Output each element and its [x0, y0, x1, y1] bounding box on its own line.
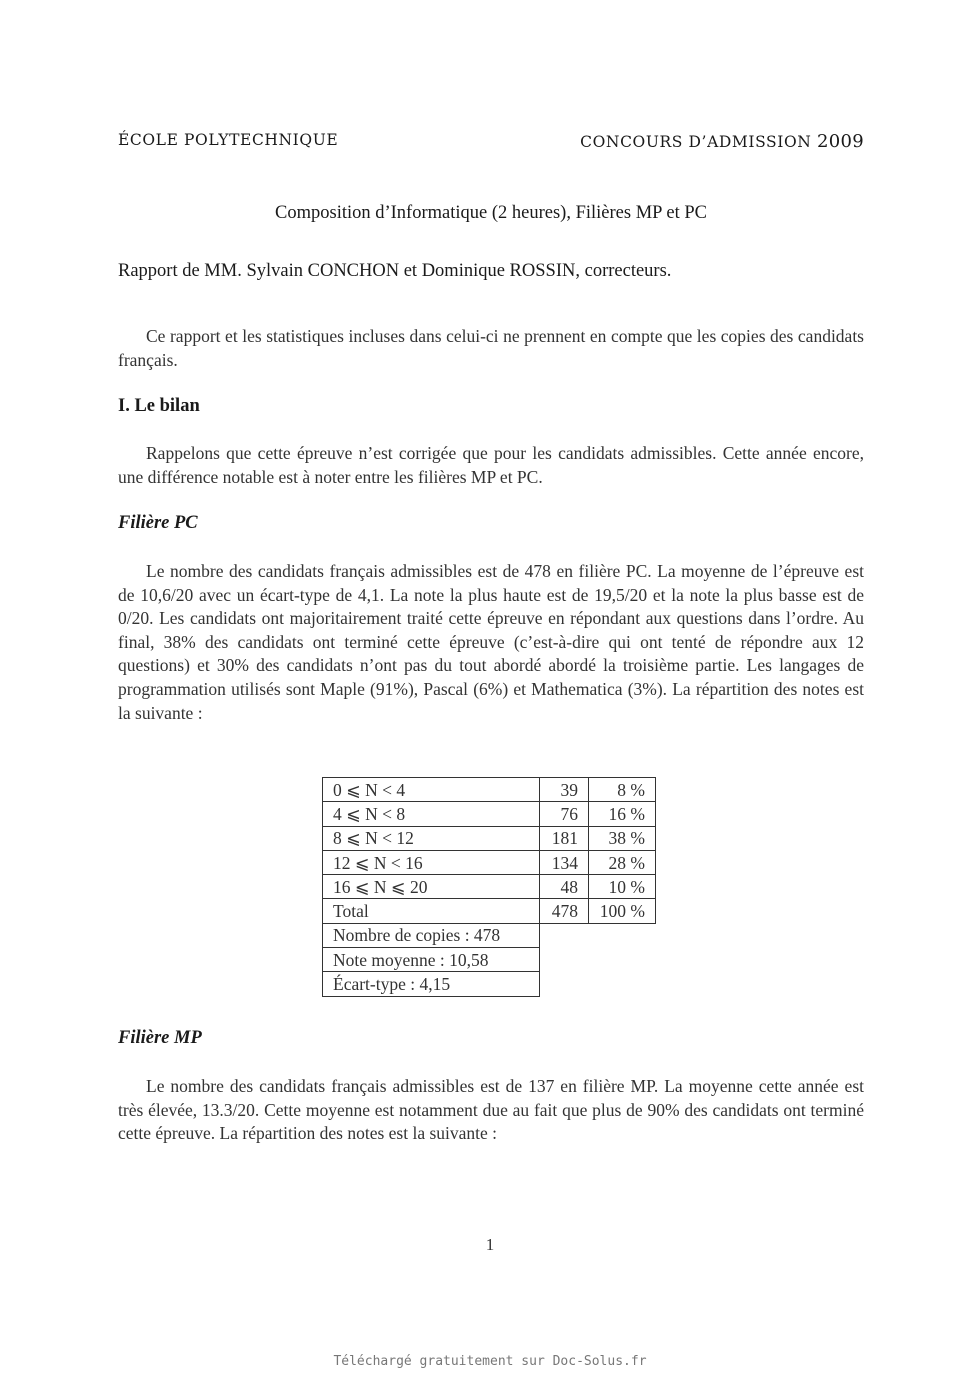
table-row [323, 850, 656, 874]
document-title: Composition d’Informatique (2 heures), Filières MP et PC [275, 203, 707, 223]
mp-paragraph: Le nombre des candidats français admissibles est de 137 en filière MP. La moyenne cette année est très élevée, 13.3/20. Cette moyenne est notamment due au fait que plus de 90% des candidats ont terminé cette épreuve. La répartition des notes est la suivante : [118, 1076, 864, 1144]
table-row [323, 826, 656, 850]
school-name: ÉCOLE POLYTECHNIQUE [118, 131, 339, 149]
std-dev-cell: Écart-type : 4,15 [323, 972, 540, 996]
total-label-cell: Total [323, 899, 540, 923]
table-row-stat [323, 948, 656, 972]
authors-line: Rapport de MM. Sylvain CONCHON et Dominique ROSSIN, correcteurs. [118, 261, 672, 281]
section-title-bilan: I. Le bilan [118, 396, 200, 416]
subsection-title-mp: Filière MP [118, 1028, 202, 1048]
range-cell: 4 ⩽ N < 8 [323, 802, 540, 826]
table-row [323, 802, 656, 826]
percent-cell: 38 % [589, 826, 656, 850]
bilan-paragraph: Rappelons que cette épreuve n’est corrigée que pour les candidats admissibles. Cette année encore, une différence notable est à noter entre les filières MP et PC. [118, 443, 864, 487]
table-row [323, 778, 656, 802]
percent-cell: 28 % [589, 850, 656, 874]
range-cell: 16 ⩽ N ⩽ 20 [323, 875, 540, 899]
table-row-stat [323, 923, 656, 947]
empty-cell [540, 972, 656, 996]
percent-cell: 10 % [589, 875, 656, 899]
page-header [118, 131, 864, 155]
empty-cell [540, 923, 656, 947]
pc-grades-table [322, 777, 656, 997]
count-cell: 48 [540, 875, 589, 899]
pc-paragraph: Le nombre des candidats français admissibles est de 478 en filière PC. La moyenne de l’épreuve est de 10,6/20 avec un écart-type de 4,1. La note la plus haute est de 19,5/20 et la note la plus basse est de 0/20. Les candidats ont majoritairement traité cette épreuve en répondant aux questions dans l’ordre. Au final, 38% des candidats ont terminé cette épreuve (c’est-à-dire qui ont tenté de répondre aux 12 questions) et 30% des candidats n’ont pas du tout abordé abordé la troisième partie. Les langages de programmation utilisés sont Maple (91%), Pascal (6%) et Mathematica (3%). La répartition des notes est la suivante : [118, 561, 864, 723]
count-cell: 134 [540, 850, 589, 874]
contest-name: CONCOURS D’ADMISSION [580, 133, 812, 151]
percent-cell: 8 % [589, 778, 656, 802]
table-row-total [323, 899, 656, 923]
percent-cell: 16 % [589, 802, 656, 826]
count-cell: 39 [540, 778, 589, 802]
copies-count-cell: Nombre de copies : 478 [323, 923, 540, 947]
contest-label [580, 131, 864, 152]
subsection-title-pc: Filière PC [118, 513, 198, 533]
range-cell: 12 ⩽ N < 16 [323, 850, 540, 874]
total-percent-cell: 100 % [589, 899, 656, 923]
range-cell: 8 ⩽ N < 12 [323, 826, 540, 850]
intro-paragraph: Ce rapport et les statistiques incluses dans celui-ci ne prennent en compte que les copies des candidats français. [118, 326, 864, 370]
range-cell: 0 ⩽ N < 4 [323, 778, 540, 802]
download-footer: Téléchargé gratuitement sur Doc-Solus.fr [333, 1354, 647, 1369]
table-row-stat [323, 972, 656, 996]
table-row [323, 875, 656, 899]
total-count-cell: 478 [540, 899, 589, 923]
page-number: 1 [485, 1235, 495, 1254]
empty-cell [540, 948, 656, 972]
count-cell: 76 [540, 802, 589, 826]
contest-year: 2009 [816, 131, 864, 152]
count-cell: 181 [540, 826, 589, 850]
average-grade-cell: Note moyenne : 10,58 [323, 948, 540, 972]
